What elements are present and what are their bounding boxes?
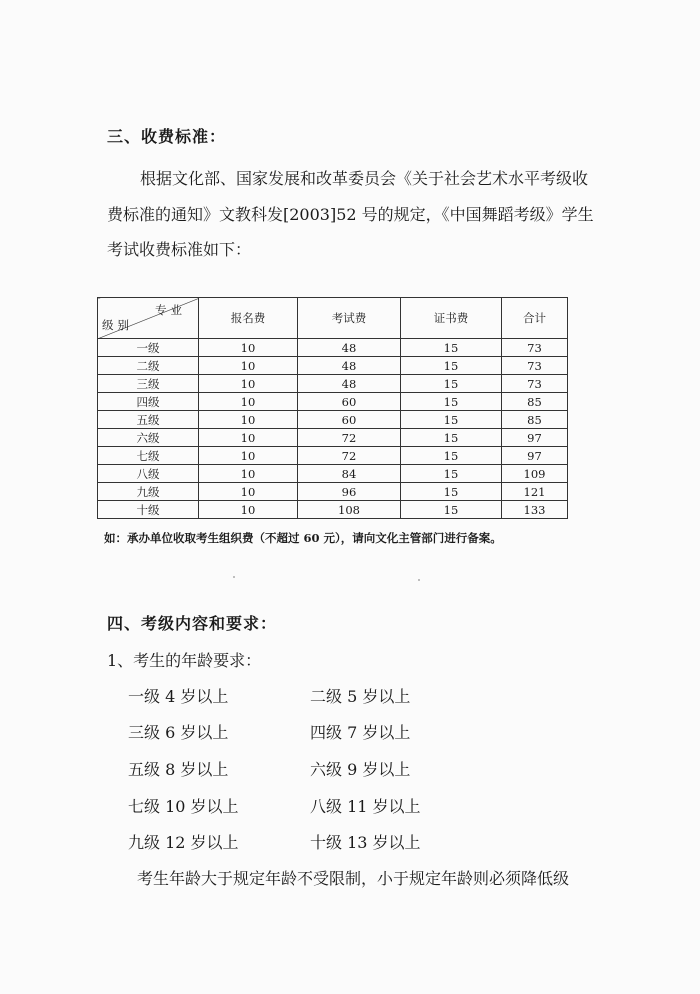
registration-fee-cell: 10 (199, 393, 298, 411)
level-cell: 九级 (98, 483, 199, 501)
section3-para-line3: 考试收费标准如下： (107, 240, 252, 259)
fee-table-corner-cell (98, 298, 199, 339)
exam-fee-cell: 72 (298, 429, 401, 447)
total-cell: 85 (502, 393, 568, 411)
section3-para-line1: 根据文化部、国家发展和改革委员会《关于社会艺术水平考级收 (140, 169, 589, 188)
header-exam-fee: 考试费 (298, 298, 401, 339)
certificate-fee-cell: 15 (401, 501, 502, 519)
level-cell: 二级 (98, 357, 199, 375)
exam-fee-cell: 108 (298, 501, 401, 519)
age-requirement-item: 一级 4 岁以上 (128, 687, 229, 706)
age-requirement-item: 七级 10 岁以上 (128, 797, 239, 816)
exam-fee-cell: 60 (298, 393, 401, 411)
level-cell: 一级 (98, 339, 199, 357)
corner-label-major: 专业 (155, 303, 186, 317)
age-requirement-item: 十级 13 岁以上 (310, 833, 421, 852)
exam-fee-cell: 48 (298, 339, 401, 357)
age-requirement-item: 四级 7 岁以上 (310, 723, 411, 742)
total-cell: 85 (502, 411, 568, 429)
certificate-fee-cell: 15 (401, 483, 502, 501)
exam-fee-cell: 84 (298, 465, 401, 483)
total-cell: 133 (502, 501, 568, 519)
level-cell: 六级 (98, 429, 199, 447)
registration-fee-cell: 10 (199, 357, 298, 375)
level-cell: 四级 (98, 393, 199, 411)
fee-table-body (98, 339, 568, 519)
age-requirement-item: 九级 12 岁以上 (128, 833, 239, 852)
fee-table-header-row (98, 298, 568, 339)
table-row (98, 447, 568, 465)
table-row (98, 465, 568, 483)
certificate-fee-cell: 15 (401, 447, 502, 465)
exam-fee-cell: 72 (298, 447, 401, 465)
section4-para-tail: 考生年龄大于规定年龄不受限制，小于规定年龄则必须降低级 (137, 869, 570, 888)
level-cell: 三级 (98, 375, 199, 393)
certificate-fee-cell: 15 (401, 375, 502, 393)
total-cell: 73 (502, 357, 568, 375)
age-requirement-item: 二级 5 岁以上 (310, 687, 411, 706)
certificate-fee-cell: 15 (401, 411, 502, 429)
table-row (98, 357, 568, 375)
table-row (98, 501, 568, 519)
section3-heading: 三、收费标准： (107, 127, 227, 146)
total-cell: 97 (502, 447, 568, 465)
section3-para-line2: 费标准的通知》文教科发[2003]52 号的规定，《中国舞蹈考级》学生 (107, 205, 594, 224)
age-requirement-item: 五级 8 岁以上 (128, 760, 229, 779)
age-requirement-subheading: 1、考生的年龄要求： (107, 651, 262, 670)
table-row (98, 483, 568, 501)
level-cell: 十级 (98, 501, 199, 519)
certificate-fee-cell: 15 (401, 357, 502, 375)
age-requirement-item: 三级 6 岁以上 (128, 723, 229, 742)
table-row (98, 411, 568, 429)
corner-label-level: 级别 (102, 318, 133, 332)
total-cell: 109 (502, 465, 568, 483)
registration-fee-cell: 10 (199, 501, 298, 519)
age-requirement-item: 八级 11 岁以上 (310, 797, 421, 816)
age-requirement-item: 六级 9 岁以上 (310, 760, 411, 779)
certificate-fee-cell: 15 (401, 393, 502, 411)
scan-speck (233, 576, 235, 578)
section4-heading: 四、考级内容和要求： (107, 614, 278, 633)
fee-table-note: 如：承办单位收取考生组织费（不超过 60 元），请向文化主管部门进行备案。 (104, 531, 502, 545)
level-cell: 五级 (98, 411, 199, 429)
registration-fee-cell: 10 (199, 339, 298, 357)
scan-speck (418, 579, 420, 581)
level-cell: 七级 (98, 447, 199, 465)
registration-fee-cell: 10 (199, 429, 298, 447)
certificate-fee-cell: 15 (401, 465, 502, 483)
total-cell: 121 (502, 483, 568, 501)
registration-fee-cell: 10 (199, 465, 298, 483)
total-cell: 97 (502, 429, 568, 447)
certificate-fee-cell: 15 (401, 339, 502, 357)
table-row (98, 339, 568, 357)
exam-fee-cell: 48 (298, 357, 401, 375)
fee-table (97, 297, 568, 519)
total-cell: 73 (502, 339, 568, 357)
table-row (98, 429, 568, 447)
registration-fee-cell: 10 (199, 483, 298, 501)
registration-fee-cell: 10 (199, 411, 298, 429)
header-registration-fee: 报名费 (199, 298, 298, 339)
level-cell: 八级 (98, 465, 199, 483)
header-certificate-fee: 证书费 (401, 298, 502, 339)
exam-fee-cell: 96 (298, 483, 401, 501)
registration-fee-cell: 10 (199, 447, 298, 465)
exam-fee-cell: 60 (298, 411, 401, 429)
header-total: 合计 (502, 298, 568, 339)
table-row (98, 393, 568, 411)
registration-fee-cell: 10 (199, 375, 298, 393)
certificate-fee-cell: 15 (401, 429, 502, 447)
table-row (98, 375, 568, 393)
exam-fee-cell: 48 (298, 375, 401, 393)
total-cell: 73 (502, 375, 568, 393)
